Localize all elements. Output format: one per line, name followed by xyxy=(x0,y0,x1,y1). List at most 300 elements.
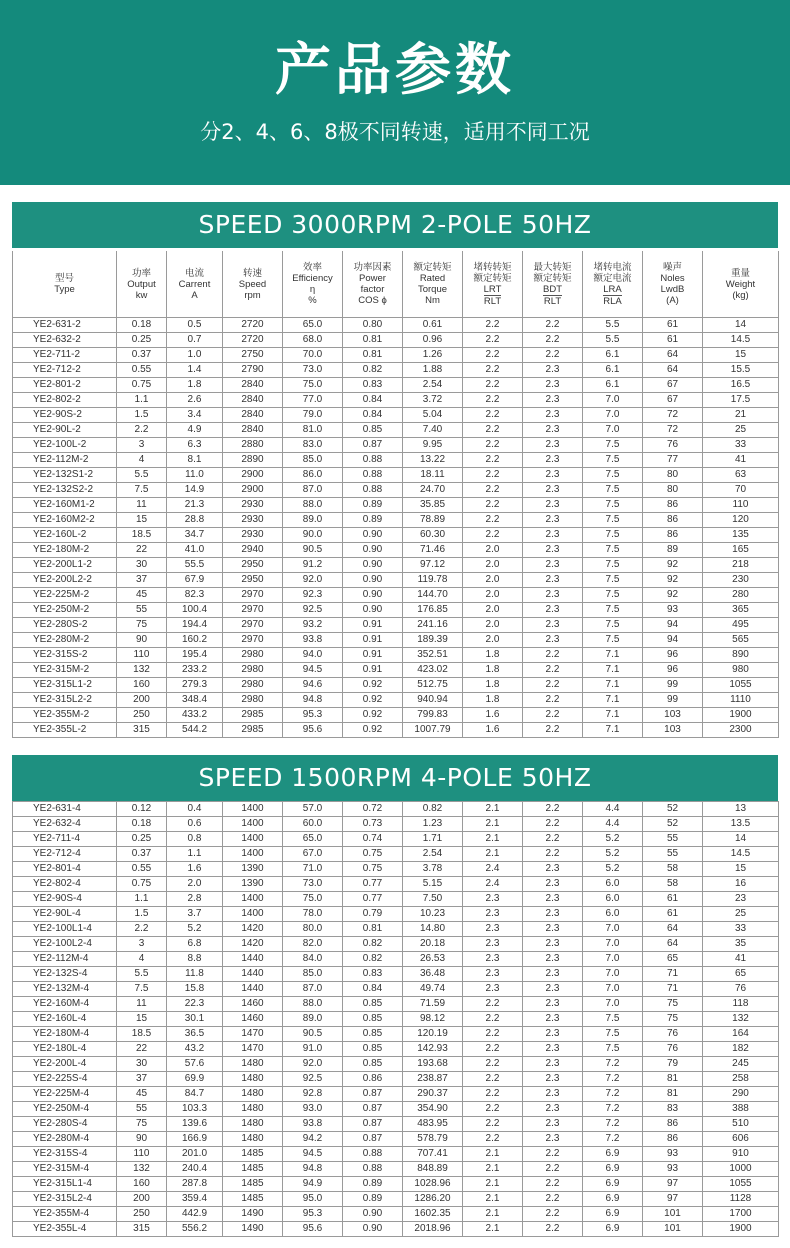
value-cell: 7.5 xyxy=(117,982,167,997)
value-cell: 4 xyxy=(117,453,167,468)
value-cell: 1.88 xyxy=(403,363,463,378)
value-cell: 64 xyxy=(643,363,703,378)
column-header-line: Power xyxy=(359,273,386,284)
table-row xyxy=(13,1087,779,1102)
table-row xyxy=(13,817,779,832)
value-cell: 0.81 xyxy=(343,348,403,363)
value-cell: 2.3 xyxy=(523,1102,583,1117)
value-cell: 0.84 xyxy=(343,982,403,997)
value-cell: 15 xyxy=(117,513,167,528)
value-cell: 96 xyxy=(643,663,703,678)
value-cell: 940.94 xyxy=(403,693,463,708)
value-cell: 2018.96 xyxy=(403,1222,463,1237)
column-header xyxy=(703,250,779,318)
column-header xyxy=(13,250,117,318)
value-cell: 83 xyxy=(643,1102,703,1117)
value-cell: 0.84 xyxy=(343,393,403,408)
value-cell: 2980 xyxy=(223,678,283,693)
value-cell: 71.59 xyxy=(403,997,463,1012)
value-cell: 5.2 xyxy=(583,832,643,847)
value-cell: 0.84 xyxy=(343,408,403,423)
value-cell: 1028.96 xyxy=(403,1177,463,1192)
value-cell: 2.2 xyxy=(463,423,523,438)
value-cell: 89.0 xyxy=(283,513,343,528)
table-row xyxy=(13,708,779,723)
value-cell: 93 xyxy=(643,603,703,618)
spec-table xyxy=(12,248,779,738)
value-cell: 58 xyxy=(643,877,703,892)
value-cell: 2.3 xyxy=(523,892,583,907)
table-row xyxy=(13,1042,779,1057)
value-cell: 22 xyxy=(117,1042,167,1057)
value-cell: 2970 xyxy=(223,618,283,633)
value-cell: 110 xyxy=(703,498,779,513)
value-cell: 2940 xyxy=(223,543,283,558)
value-cell: 92 xyxy=(643,588,703,603)
value-cell: 1490 xyxy=(223,1222,283,1237)
model-cell: YE2-631-4 xyxy=(13,802,117,817)
value-cell: 15 xyxy=(703,348,779,363)
value-cell: 2.3 xyxy=(523,438,583,453)
table-row xyxy=(13,408,779,423)
value-cell: 890 xyxy=(703,648,779,663)
value-cell: 94 xyxy=(643,618,703,633)
value-cell: 25 xyxy=(703,907,779,922)
value-cell: 2.3 xyxy=(463,907,523,922)
value-cell: 2.3 xyxy=(523,573,583,588)
value-cell: 8.8 xyxy=(167,952,223,967)
value-cell: 2.2 xyxy=(523,348,583,363)
value-cell: 79 xyxy=(643,1057,703,1072)
value-cell: 5.04 xyxy=(403,408,463,423)
table-row xyxy=(13,847,779,862)
value-cell: 7.5 xyxy=(583,483,643,498)
column-header-line: RLA xyxy=(603,295,622,307)
table-row xyxy=(13,967,779,982)
column-header-line: (A) xyxy=(666,295,679,306)
model-cell: YE2-100L2-4 xyxy=(13,937,117,952)
value-cell: 510 xyxy=(703,1117,779,1132)
value-cell: 16.5 xyxy=(703,378,779,393)
value-cell: 16 xyxy=(703,877,779,892)
value-cell: 30 xyxy=(117,1057,167,1072)
value-cell: 2.2 xyxy=(463,348,523,363)
column-header-line: % xyxy=(308,295,317,306)
value-cell: 2.3 xyxy=(523,952,583,967)
value-cell: 2.3 xyxy=(463,967,523,982)
value-cell: 67 xyxy=(643,393,703,408)
value-cell: 0.7 xyxy=(167,333,223,348)
value-cell: 0.88 xyxy=(343,1162,403,1177)
value-cell: 7.0 xyxy=(583,937,643,952)
value-cell: 200 xyxy=(117,693,167,708)
value-cell: 1440 xyxy=(223,952,283,967)
value-cell: 98.12 xyxy=(403,1012,463,1027)
value-cell: 1480 xyxy=(223,1117,283,1132)
value-cell: 10.23 xyxy=(403,907,463,922)
value-cell: 57.0 xyxy=(283,802,343,817)
value-cell: 18.5 xyxy=(117,1027,167,1042)
value-cell: 2900 xyxy=(223,483,283,498)
value-cell: 7.0 xyxy=(583,982,643,997)
value-cell: 2.3 xyxy=(523,1132,583,1147)
value-cell: 200 xyxy=(117,1192,167,1207)
table-row xyxy=(13,862,779,877)
value-cell: 68.0 xyxy=(283,333,343,348)
model-cell: YE2-200L2-2 xyxy=(13,573,117,588)
value-cell: 2.2 xyxy=(463,1042,523,1057)
value-cell: 0.74 xyxy=(343,832,403,847)
table-row xyxy=(13,573,779,588)
column-header-line: Weight xyxy=(725,278,756,290)
value-cell: 0.92 xyxy=(343,708,403,723)
value-cell: 0.73 xyxy=(343,817,403,832)
value-cell: 2.8 xyxy=(167,892,223,907)
value-cell: 94 xyxy=(643,633,703,648)
value-cell: 2.3 xyxy=(523,498,583,513)
table-row xyxy=(13,318,779,333)
value-cell: 1007.79 xyxy=(403,723,463,738)
value-cell: 2.3 xyxy=(523,543,583,558)
value-cell: 7.1 xyxy=(583,648,643,663)
value-cell: 11 xyxy=(117,997,167,1012)
value-cell: 7.1 xyxy=(583,678,643,693)
value-cell: 2.2 xyxy=(463,1117,523,1132)
value-cell: 2840 xyxy=(223,423,283,438)
value-cell: 193.68 xyxy=(403,1057,463,1072)
value-cell: 94.8 xyxy=(283,693,343,708)
column-header-line: Rated xyxy=(419,273,446,284)
value-cell: 2.2 xyxy=(463,363,523,378)
value-cell: 1.0 xyxy=(167,348,223,363)
value-cell: 348.4 xyxy=(167,693,223,708)
value-cell: 258 xyxy=(703,1072,779,1087)
value-cell: 0.8 xyxy=(167,832,223,847)
value-cell: 35 xyxy=(703,937,779,952)
column-header xyxy=(523,250,583,318)
model-cell: YE2-280S-4 xyxy=(13,1117,117,1132)
value-cell: 1400 xyxy=(223,907,283,922)
column-header-line: 效率 xyxy=(302,262,322,273)
value-cell: 5.2 xyxy=(167,922,223,937)
model-cell: YE2-100L1-4 xyxy=(13,922,117,937)
model-cell: YE2-802-4 xyxy=(13,877,117,892)
value-cell: 6.1 xyxy=(583,363,643,378)
model-cell: YE2-315L2-4 xyxy=(13,1192,117,1207)
value-cell: 0.75 xyxy=(117,378,167,393)
column-header-line: RLT xyxy=(543,295,562,307)
value-cell: 7.5 xyxy=(583,438,643,453)
table-row xyxy=(13,363,779,378)
model-cell: YE2-225M-2 xyxy=(13,588,117,603)
value-cell: 6.1 xyxy=(583,378,643,393)
value-cell: 67 xyxy=(643,378,703,393)
value-cell: 0.87 xyxy=(343,1102,403,1117)
value-cell: 2.3 xyxy=(523,618,583,633)
value-cell: 91.2 xyxy=(283,558,343,573)
value-cell: 433.2 xyxy=(167,708,223,723)
value-cell: 1128 xyxy=(703,1192,779,1207)
value-cell: 1480 xyxy=(223,1057,283,1072)
value-cell: 2.3 xyxy=(523,1027,583,1042)
value-cell: 0.82 xyxy=(343,363,403,378)
model-cell: YE2-355L-4 xyxy=(13,1222,117,1237)
value-cell: 1055 xyxy=(703,678,779,693)
value-cell: 707.41 xyxy=(403,1147,463,1162)
value-cell: 354.90 xyxy=(403,1102,463,1117)
model-cell: YE2-315L2-2 xyxy=(13,693,117,708)
value-cell: 61 xyxy=(643,892,703,907)
model-cell: YE2-132M-4 xyxy=(13,982,117,997)
value-cell: 1.6 xyxy=(167,862,223,877)
value-cell: 6.9 xyxy=(583,1222,643,1237)
value-cell: 7.5 xyxy=(583,603,643,618)
column-header-line: Nm xyxy=(425,295,440,306)
model-cell: YE2-355L-2 xyxy=(13,723,117,738)
table-row xyxy=(13,952,779,967)
value-cell: 71 xyxy=(643,982,703,997)
value-cell: 97 xyxy=(643,1177,703,1192)
value-cell: 5.5 xyxy=(117,967,167,982)
value-cell: 14.5 xyxy=(703,847,779,862)
value-cell: 565 xyxy=(703,633,779,648)
value-cell: 2.3 xyxy=(523,378,583,393)
value-cell: 2.1 xyxy=(463,832,523,847)
value-cell: 2.3 xyxy=(523,1087,583,1102)
value-cell: 64 xyxy=(643,348,703,363)
value-cell: 2985 xyxy=(223,723,283,738)
value-cell: 85.0 xyxy=(283,967,343,982)
table-row xyxy=(13,468,779,483)
value-cell: 606 xyxy=(703,1132,779,1147)
value-cell: 250 xyxy=(117,1207,167,1222)
value-cell: 14.80 xyxy=(403,922,463,937)
value-cell: 0.61 xyxy=(403,318,463,333)
value-cell: 2.2 xyxy=(463,318,523,333)
value-cell: 2.2 xyxy=(463,453,523,468)
value-cell: 4 xyxy=(117,952,167,967)
value-cell: 7.5 xyxy=(583,618,643,633)
value-cell: 97 xyxy=(643,1192,703,1207)
value-cell: 2.2 xyxy=(523,333,583,348)
value-cell: 0.90 xyxy=(343,528,403,543)
value-cell: 1.6 xyxy=(463,723,523,738)
value-cell: 0.55 xyxy=(117,363,167,378)
column-header-line: 堵转转矩 xyxy=(473,261,512,273)
value-cell: 2980 xyxy=(223,648,283,663)
value-cell: 2.0 xyxy=(463,618,523,633)
model-cell: YE2-712-4 xyxy=(13,847,117,862)
model-cell: YE2-355M-4 xyxy=(13,1207,117,1222)
model-cell: YE2-632-2 xyxy=(13,333,117,348)
column-header-line: COS ϕ xyxy=(358,295,387,306)
value-cell: 103.3 xyxy=(167,1102,223,1117)
value-cell: 72 xyxy=(643,423,703,438)
value-cell: 0.81 xyxy=(343,922,403,937)
value-cell: 0.88 xyxy=(343,468,403,483)
value-cell: 2.2 xyxy=(523,1177,583,1192)
table-row xyxy=(13,543,779,558)
value-cell: 2.2 xyxy=(523,723,583,738)
value-cell: 2.2 xyxy=(463,1057,523,1072)
value-cell: 164 xyxy=(703,1027,779,1042)
value-cell: 2.4 xyxy=(463,862,523,877)
value-cell: 0.75 xyxy=(343,862,403,877)
value-cell: 2980 xyxy=(223,693,283,708)
value-cell: 90.5 xyxy=(283,1027,343,1042)
value-cell: 0.96 xyxy=(403,333,463,348)
value-cell: 2.2 xyxy=(117,922,167,937)
value-cell: 1.1 xyxy=(167,847,223,862)
value-cell: 15 xyxy=(703,862,779,877)
model-cell: YE2-200L-4 xyxy=(13,1057,117,1072)
table-row xyxy=(13,1132,779,1147)
value-cell: 315 xyxy=(117,723,167,738)
value-cell: 23 xyxy=(703,892,779,907)
column-header-line: 堵转电流 xyxy=(593,261,632,273)
column-header-line: A xyxy=(191,289,198,301)
model-cell: YE2-712-2 xyxy=(13,363,117,378)
value-cell: 76 xyxy=(643,1042,703,1057)
value-cell: 100.4 xyxy=(167,603,223,618)
value-cell: 15 xyxy=(117,1012,167,1027)
value-cell: 359.4 xyxy=(167,1192,223,1207)
value-cell: 86 xyxy=(643,1132,703,1147)
value-cell: 2.0 xyxy=(167,877,223,892)
column-header-line: 噪声 xyxy=(662,262,682,273)
column-header-line: 转速 xyxy=(242,267,262,279)
value-cell: 2.1 xyxy=(463,1177,523,1192)
value-cell: 0.86 xyxy=(343,1072,403,1087)
column-header-line: 型号 xyxy=(54,273,74,284)
value-cell: 2.2 xyxy=(523,817,583,832)
table-row xyxy=(13,618,779,633)
value-cell: 2.2 xyxy=(463,438,523,453)
column-header-line: η xyxy=(309,284,316,295)
value-cell: 250 xyxy=(117,708,167,723)
value-cell: 2.2 xyxy=(463,408,523,423)
value-cell: 65.0 xyxy=(283,318,343,333)
value-cell: 92.5 xyxy=(283,1072,343,1087)
value-cell: 119.78 xyxy=(403,573,463,588)
column-header-line: kw xyxy=(135,289,148,301)
value-cell: 57.6 xyxy=(167,1057,223,1072)
value-cell: 55 xyxy=(117,603,167,618)
value-cell: 0.18 xyxy=(117,817,167,832)
value-cell: 799.83 xyxy=(403,708,463,723)
value-cell: 2.3 xyxy=(463,952,523,967)
value-cell: 6.9 xyxy=(583,1147,643,1162)
value-cell: 7.2 xyxy=(583,1132,643,1147)
column-header-line: 电流 xyxy=(184,267,204,279)
value-cell: 7.40 xyxy=(403,423,463,438)
value-cell: 93.2 xyxy=(283,618,343,633)
value-cell: 41 xyxy=(703,952,779,967)
model-cell: YE2-112M-4 xyxy=(13,952,117,967)
value-cell: 2.2 xyxy=(463,513,523,528)
value-cell: 0.37 xyxy=(117,348,167,363)
value-cell: 6.0 xyxy=(583,892,643,907)
value-cell: 94.8 xyxy=(283,1162,343,1177)
value-cell: 1.71 xyxy=(403,832,463,847)
value-cell: 2.2 xyxy=(523,1192,583,1207)
value-cell: 24.70 xyxy=(403,483,463,498)
value-cell: 980 xyxy=(703,663,779,678)
value-cell: 5.5 xyxy=(583,318,643,333)
value-cell: 94.6 xyxy=(283,678,343,693)
value-cell: 7.50 xyxy=(403,892,463,907)
value-cell: 1.8 xyxy=(167,378,223,393)
value-cell: 2.2 xyxy=(523,832,583,847)
value-cell: 0.88 xyxy=(343,1147,403,1162)
value-cell: 72 xyxy=(643,408,703,423)
value-cell: 2970 xyxy=(223,603,283,618)
value-cell: 70 xyxy=(703,483,779,498)
value-cell: 41 xyxy=(703,453,779,468)
table-row xyxy=(13,438,779,453)
value-cell: 15.5 xyxy=(703,363,779,378)
value-cell: 82.0 xyxy=(283,937,343,952)
value-cell: 2.3 xyxy=(523,393,583,408)
column-header-line: Type xyxy=(54,284,75,295)
column-header-line: 功率 xyxy=(131,267,151,279)
value-cell: 95.6 xyxy=(283,723,343,738)
value-cell: 93 xyxy=(643,1162,703,1177)
value-cell: 7.5 xyxy=(583,498,643,513)
value-cell: 1286.20 xyxy=(403,1192,463,1207)
column-header xyxy=(167,250,223,318)
value-cell: 87.0 xyxy=(283,982,343,997)
value-cell: 90 xyxy=(117,633,167,648)
value-cell: 110 xyxy=(117,648,167,663)
table-row xyxy=(13,663,779,678)
value-cell: 0.18 xyxy=(117,318,167,333)
value-cell: 6.8 xyxy=(167,937,223,952)
value-cell: 1480 xyxy=(223,1087,283,1102)
value-cell: 0.79 xyxy=(343,907,403,922)
value-cell: 7.5 xyxy=(583,1012,643,1027)
value-cell: 7.5 xyxy=(583,1027,643,1042)
value-cell: 2.1 xyxy=(463,802,523,817)
model-cell: YE2-632-4 xyxy=(13,817,117,832)
model-cell: YE2-801-4 xyxy=(13,862,117,877)
value-cell: 2.2 xyxy=(523,693,583,708)
value-cell: 86 xyxy=(643,528,703,543)
value-cell: 2.3 xyxy=(463,982,523,997)
value-cell: 120.19 xyxy=(403,1027,463,1042)
value-cell: 75.0 xyxy=(283,892,343,907)
value-cell: 2.2 xyxy=(523,1162,583,1177)
value-cell: 6.0 xyxy=(583,907,643,922)
table-row xyxy=(13,453,779,468)
value-cell: 0.81 xyxy=(343,333,403,348)
table-row xyxy=(13,937,779,952)
value-cell: 7.1 xyxy=(583,693,643,708)
table-row xyxy=(13,1072,779,1087)
value-cell: 0.82 xyxy=(343,937,403,952)
value-cell: 1400 xyxy=(223,802,283,817)
value-cell: 556.2 xyxy=(167,1222,223,1237)
value-cell: 7.5 xyxy=(117,483,167,498)
value-cell: 69.9 xyxy=(167,1072,223,1087)
column-header-line: Output xyxy=(127,278,156,290)
column-header-line: LRA xyxy=(603,283,622,295)
value-cell: 13 xyxy=(703,802,779,817)
value-cell: 2.3 xyxy=(523,1117,583,1132)
value-cell: 0.55 xyxy=(117,862,167,877)
value-cell: 92.0 xyxy=(283,573,343,588)
value-cell: 2.1 xyxy=(463,1192,523,1207)
